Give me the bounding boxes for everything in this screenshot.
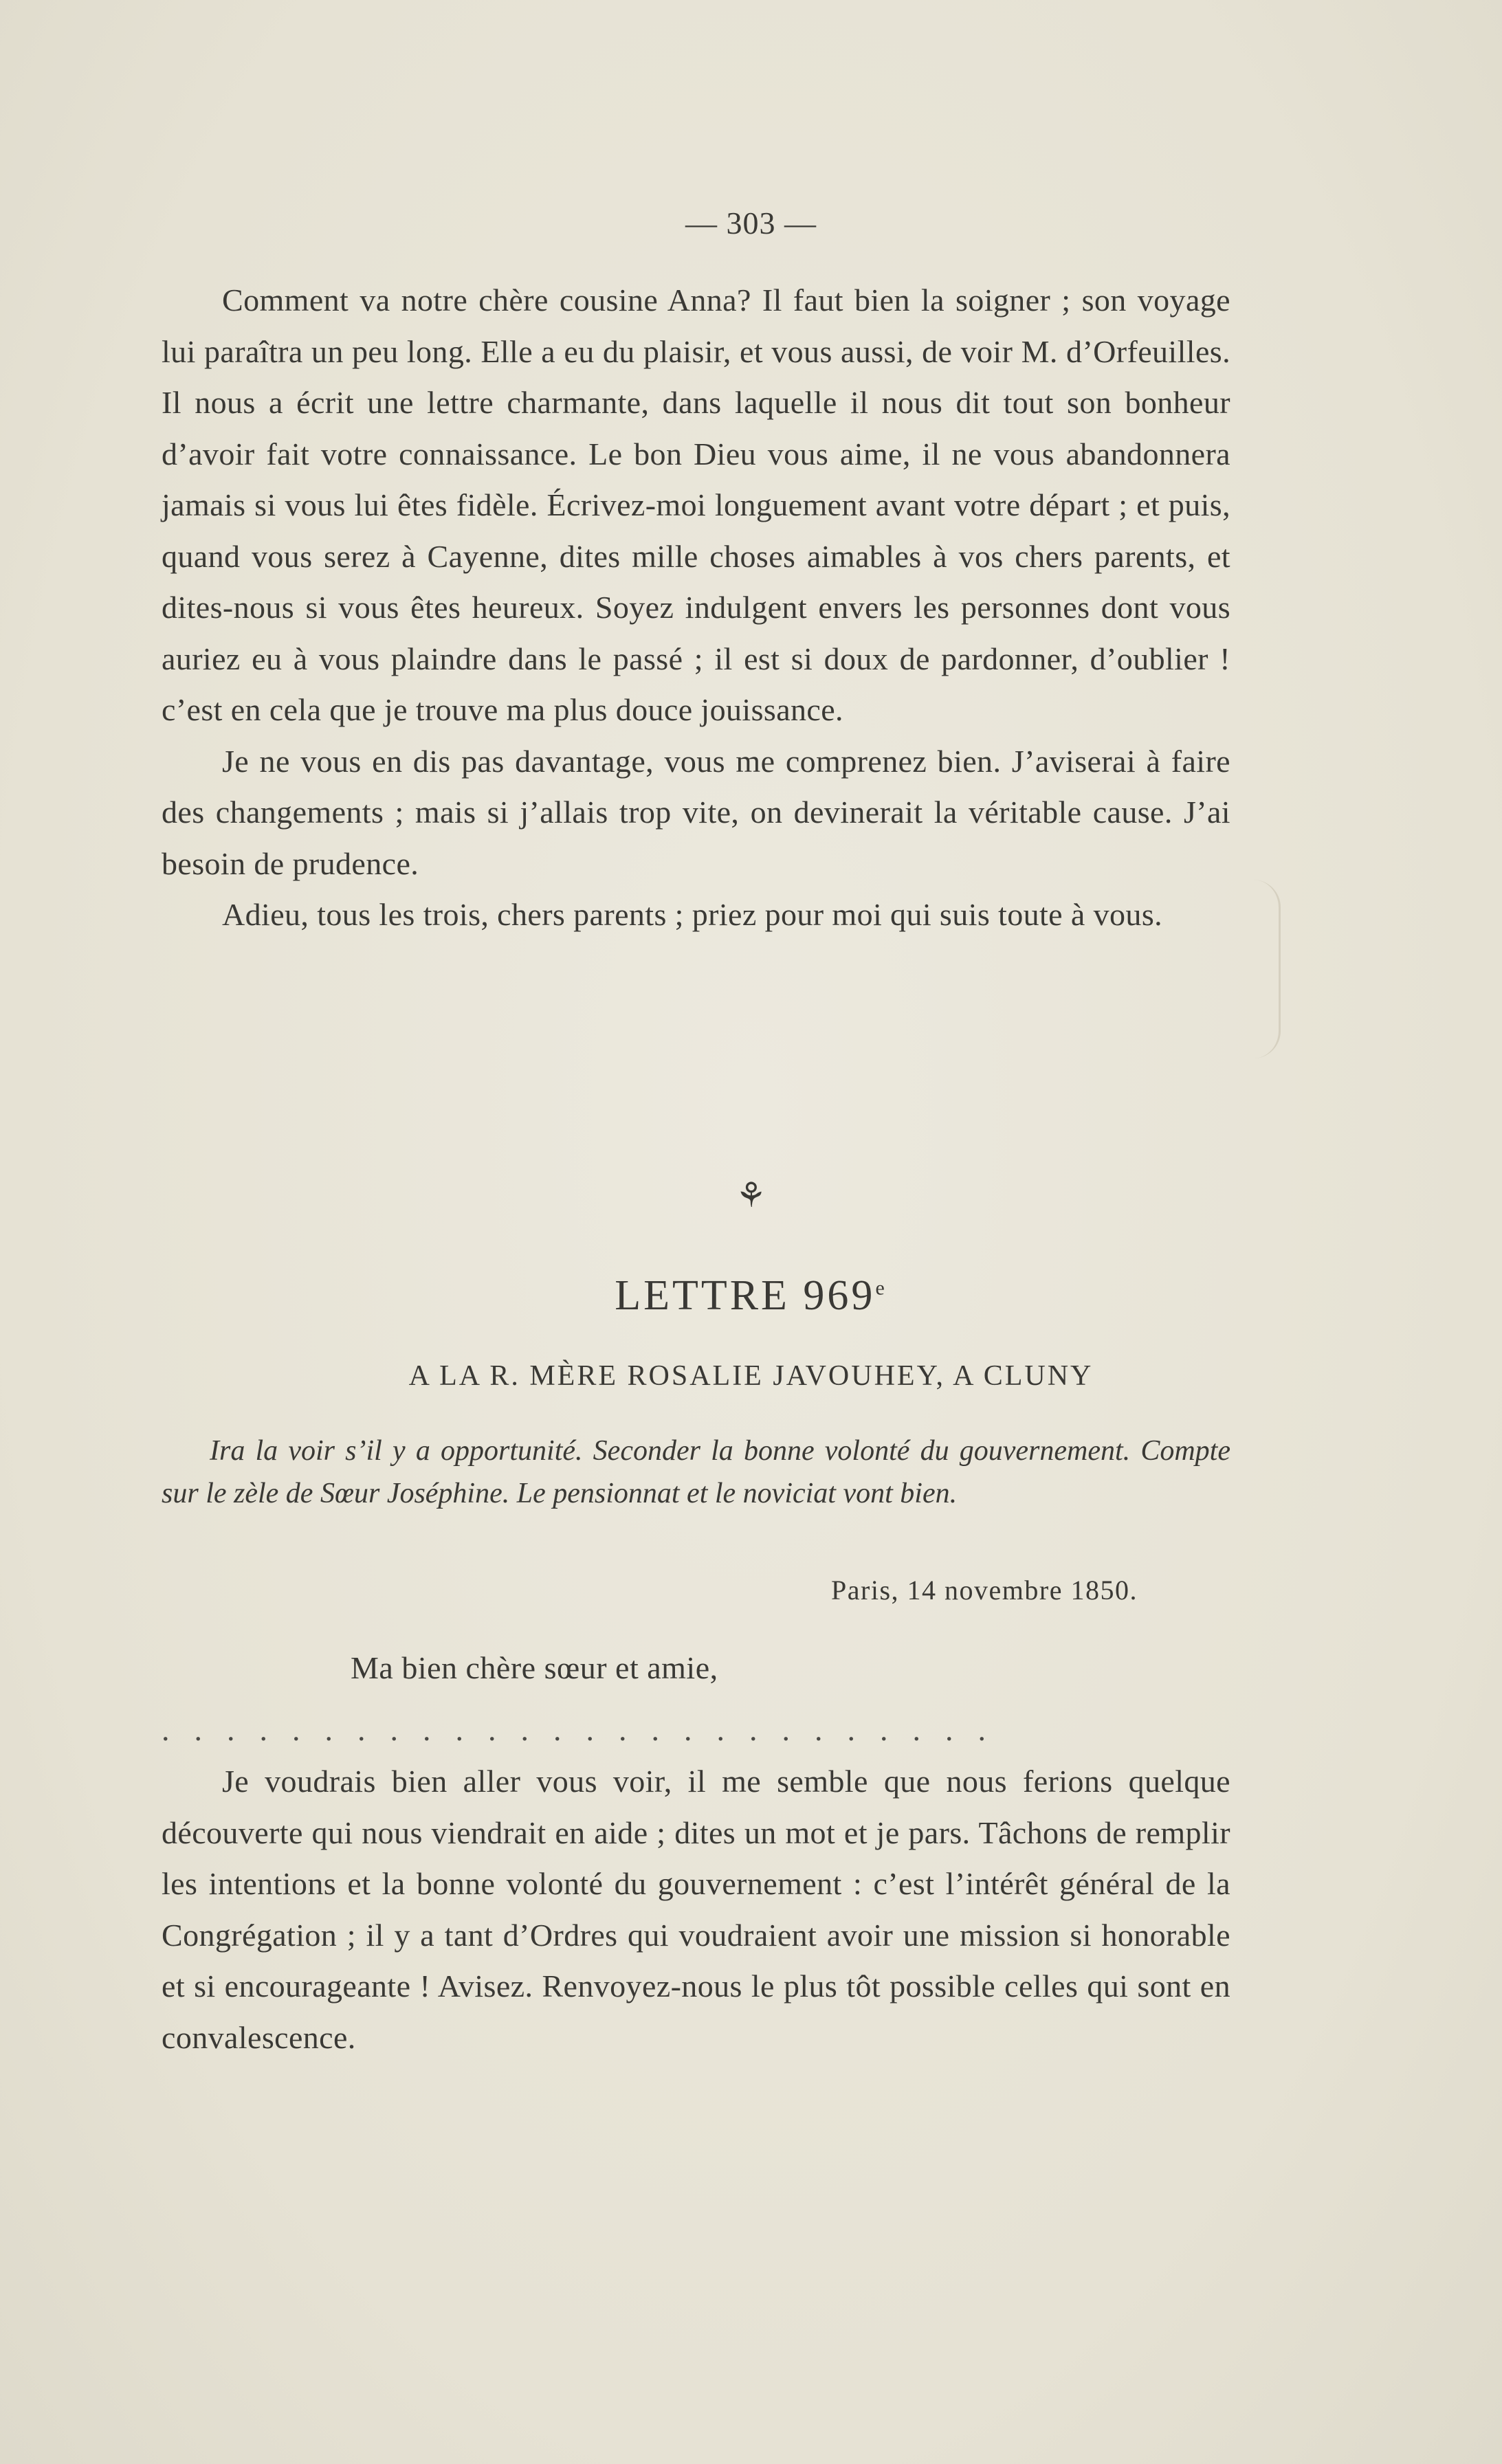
- letter-body: [162, 1756, 1230, 2063]
- letter-recipient: A LA R. MÈRE ROSALIE JAVOUHEY, A CLUNY: [408, 1360, 1094, 1392]
- previous-letter-body: [162, 275, 1230, 941]
- omission-dots: ..........................: [162, 1712, 1010, 1747]
- paragraph: Comment va notre chère cousine Anna? Il faut bien la soigner ; son voyage lui paraîtra un peu long. Elle a eu du plaisir, et vous aussi, de voir M. d’Orfeuilles. Il nous a écrit une lettre charmante, dans laquelle il nous dit tout son bonheur d’avoir fait votre connaissance. Le bon Dieu vous aime, il ne vous abandonnera jamais si vous lui êtes fidèle. Écrivez-moi longuement avant votre départ ; et puis, quand vous serez à Cayenne, dites mille choses aimables à vos chers parents, et dites-nous si vous êtes heureux. Soyez indulgent envers les personnes dont vous auriez eu à vous plaindre dans le passé ; il est si doux de pardonner, d’oublier ! c’est en cela que je trouve ma plus douce jouissance.: [162, 282, 1230, 727]
- paragraph: Je voudrais bien aller vous voir, il me semble que nous ferions quelque découverte qui nous viendrait en aide ; dites un mot et je pars. Tâchons de remplir les intentions et la bonne volonté du gouvernement : c’est l’intérêt général de la Congrégation ; il y a tant d’Ordres qui voudraient avoir une mission si honorable et si encourageante ! Avisez. Renvoyez-nous le plus tôt possible celles qui sont en convalescence.: [162, 1764, 1230, 2055]
- page-number: — 303 —: [685, 206, 817, 241]
- letter-title-suffix: e: [875, 1276, 887, 1300]
- page-fold-mark: [1237, 880, 1281, 1058]
- letter-dateline: Paris, 14 novembre 1850.: [831, 1575, 1138, 1606]
- fleuron-ornament-icon: ⚘: [736, 1176, 766, 1214]
- paragraph: Adieu, tous les trois, chers parents ; priez pour moi qui suis toute à vous.: [222, 897, 1163, 932]
- letter-title-text: LETTRE 969: [615, 1272, 876, 1319]
- letter-summary: Ira la voir s’il y a opportunité. Seconder la bonne volonté du gouvernement. Compte sur le zèle de Sœur Joséphine. Le pensionnat et le noviciat vont bien.: [162, 1435, 1230, 1509]
- letter-salutation: Ma bien chère sœur et amie,: [351, 1650, 718, 1685]
- paragraph: Je ne vous en dis pas davantage, vous me comprenez bien. J’aviserai à faire des changements ; mais si j’allais trop vite, on devinerait la véritable cause. J’ai besoin de prudence.: [162, 743, 1230, 881]
- letter-title: [0, 1272, 1502, 1320]
